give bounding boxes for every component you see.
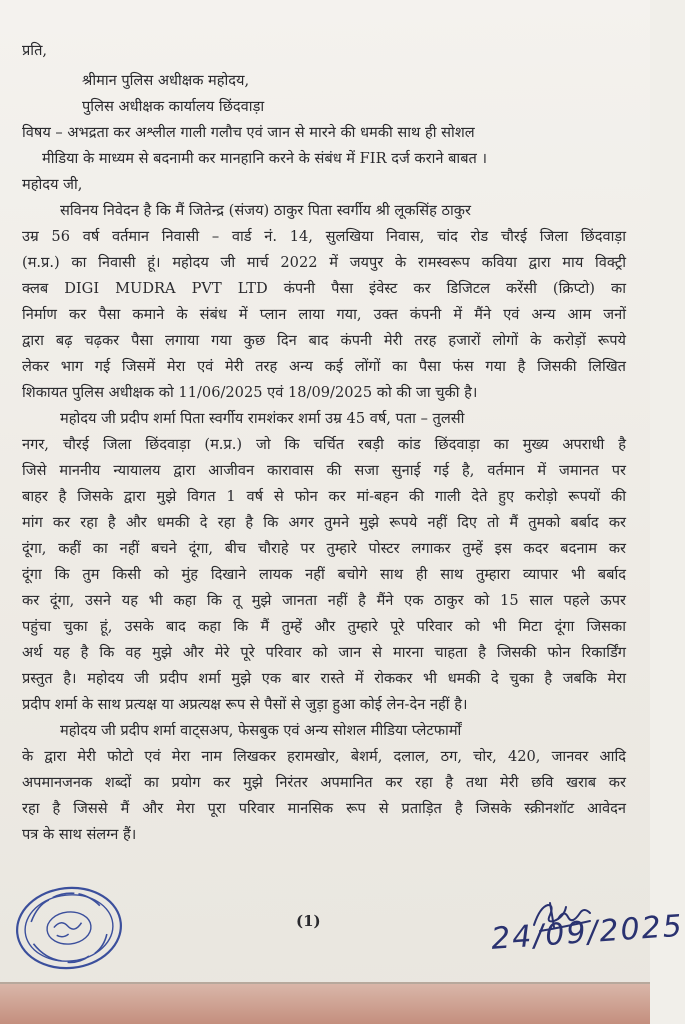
addressee-line: पुलिस अधीक्षक कार्यालय छिंदवाड़ा <box>82 98 265 115</box>
subject-line: विषय – अभद्रता कर अश्लील गाली गलौच एवं जान से मारने की धमकी साथ ही सोशल <box>22 124 475 141</box>
paragraph-3 <box>22 718 626 848</box>
table-surface <box>0 984 650 1024</box>
paragraph-line: जिसे माननीय न्यायालय द्वारा आजीवन कारावास की सजा सुनाई गई है, वर्तमान में जमानत पर <box>22 462 626 479</box>
paragraph-line: सविनय निवेदन है कि मैं जितेन्द्र (संजय) ठाकुर पिता स्वर्गीय श्री लूकसिंह ठाकुर <box>60 202 471 219</box>
paragraph-2 <box>22 406 626 718</box>
paragraph-line: नगर, चौरई जिला छिंदवाड़ा (म.प्र.) जो कि चर्चित रबड़ी कांड छिंदवाड़ा का मुख्य अपराधी है <box>22 436 626 453</box>
salutation-to: प्रति, <box>22 42 48 59</box>
paragraph-1 <box>22 198 626 406</box>
paragraph-line: रहा है जिससे मैं और मेरा पूरा परिवार मानसिक रूप से प्रताड़ित है जिसके स्क्रीनशॉट आवेदन <box>22 800 626 817</box>
paragraph-line: पहुंचा चुका हूं, उसके बाद कहा कि मैं तुम्हें और तुम्हारे पूरे परिवार को भी मिटा दूंगा जिसका <box>22 618 626 635</box>
subject-line: मीडिया के माध्यम से बदनामी कर मानहानि करने के संबंध में FIR दर्ज कराने बाबत । <box>42 150 488 167</box>
paragraph-line: शिकायत पुलिस अधीक्षक को 11/06/2025 एवं 18/09/2025 को की जा चुकी है। <box>22 384 478 401</box>
paragraph-line: दूंगा कि तुम किसी को मुंह दिखाने लायक नहीं बचोगे साथ ही साथ तुम्हारा व्यापार भी बर्बाद <box>22 566 626 583</box>
paragraph-line: प्रस्तुत है। महोदय जी प्रदीप शर्मा मुझे एक बार रास्ते में रोककर भी धमकी दे चुका है जबकि मेरा <box>22 670 626 687</box>
paragraph-line: प्रदीप शर्मा के साथ प्रत्यक्ष या अप्रत्यक्ष रूप से पैसों से जुड़ा हुआ कोई लेन-देन नहीं है। <box>22 696 468 713</box>
paragraph-line: निर्माण कर पैसा कमाने के संबंध में प्लान लाया गया, उक्त कंपनी में मैंने एवं अन्य आम जनों <box>22 306 626 323</box>
page-number: (1) <box>296 912 321 930</box>
paragraph-line: मांग कर रहा है और धमकी दे रहा है कि अगर तुमने मुझे रूपये नहीं दिए तो मैं तुमको बर्बाद कर <box>22 514 626 531</box>
paragraph-line: पत्र के साथ संलग्न हैं। <box>22 826 137 843</box>
handwritten-date: 24/09/2025 <box>490 908 685 957</box>
paragraph-line: के द्वारा मेरी फोटो एवं मेरा नाम लिखकर हरामखोर, बेशर्म, दलाल, ठग, चोर, 420, जानवर आदि <box>22 748 626 765</box>
greeting: महोदय जी, <box>22 176 83 193</box>
paragraph-line: उम्र 56 वर्ष वर्तमान निवासी – वार्ड नं. 14, सुलखिया निवास, चांद रोड चौरई जिला छिंदवाड़ा <box>22 228 626 245</box>
paragraph-line: द्वारा बढ़ चढ़कर पैसा लगाया गया कुछ दिन बाद कंपनी मेरी तरह हजारों लोगों के करोड़ों रूपये <box>22 332 626 349</box>
paragraph-line: (म.प्र.) का निवासी हूं। महोदय जी मार्च 2022 में जयपुर के रामस्वरूप कविया द्वारा माय विक्ट्री <box>22 254 626 271</box>
paragraph-line: अर्थ यह है कि वह मुझे और मेरे पूरे परिवार को जान से मारना चाहता है जिसकी फोन रिकार्डिंग <box>22 644 626 661</box>
paragraph-line: क्लब DIGI MUDRA PVT LTD कंपनी पैसा इंवेस्ट कर डिजिटल करेंसी (क्रिप्टो) का <box>22 280 626 297</box>
paragraph-line: महोदय जी प्रदीप शर्मा वाट्सअप, फेसबुक एवं अन्य सोशल मीडिया प्लेटफार्मों <box>60 722 462 739</box>
paragraph-line: अपमानजनक शब्दों का प्रयोग कर मुझे निरंतर अपमानित कर रहा है तथा मेरी छवि खराब कर <box>22 774 626 791</box>
paragraph-line: लेकर भाग गई जिसमें मेरा एवं मेरी तरह अन्य कई लोंगों का पैसा फंस गया है जिसकी लिखित <box>22 358 626 375</box>
letter-body <box>22 38 626 848</box>
paragraph-line: बाहर है जिसके द्वारा मुझे विगत 1 वर्ष से फोन कर मां-बहन की गाली देते हुए करोड़ो रूपयों की <box>22 488 626 505</box>
addressee-line: श्रीमान पुलिस अधीक्षक महोदय, <box>82 72 250 89</box>
office-stamp-icon <box>10 878 128 978</box>
paragraph-line: कर दूंगा, उसने यह भी कहा कि तू मुझे जानता नहीं है मैंने एक ठाकुर को 15 साल पहले ऊपर <box>22 592 626 609</box>
paragraph-line: दूंगा, कहीं का नहीं बचने दूंगा, बीच चौराहे पर तुम्हारे पोस्टर लगाकर तुम्हें इस कदर बदनाम कर <box>22 540 626 557</box>
paragraph-line: महोदय जी प्रदीप शर्मा पिता स्वर्गीय रामशंकर शर्मा उम्र 45 वर्ष, पता – तुलसी <box>60 410 465 427</box>
